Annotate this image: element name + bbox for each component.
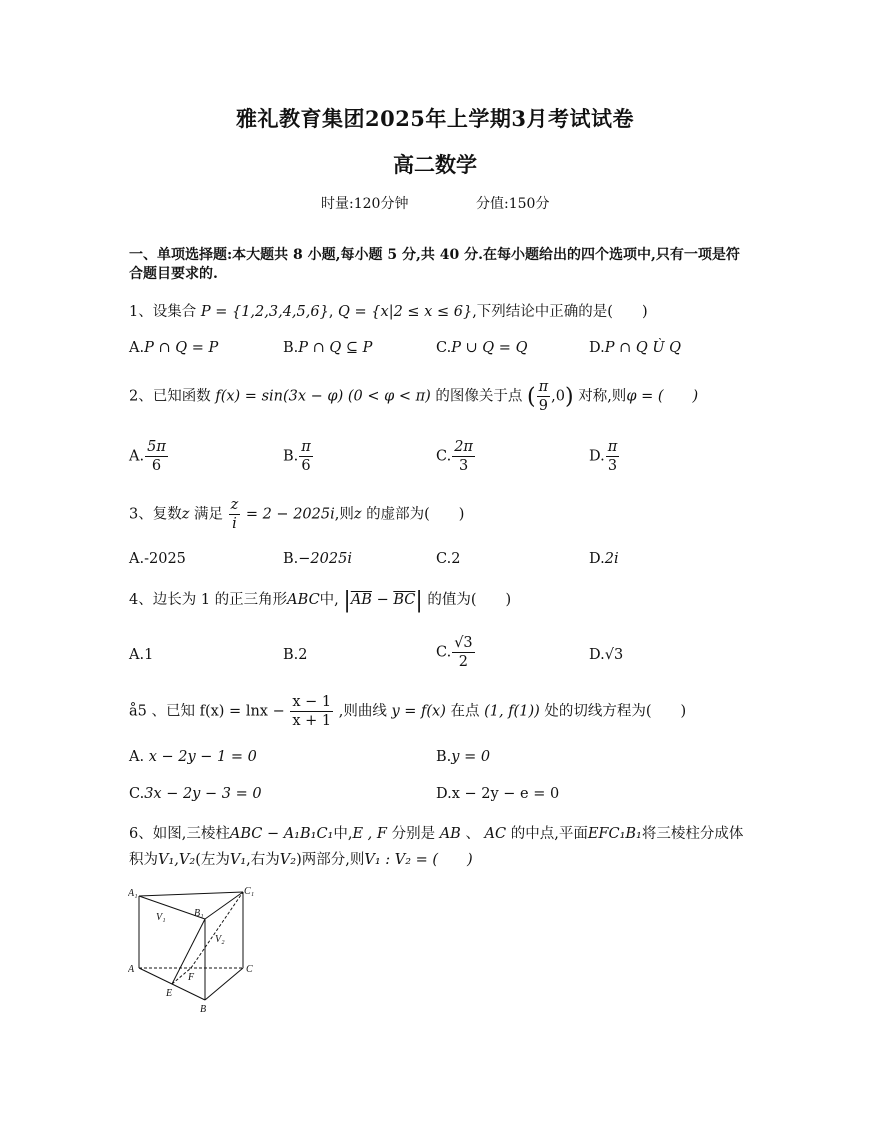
set-p: P = {1,2,3,4,5,6} xyxy=(200,304,329,320)
question-3-stem: 3、复数z 满足 $\frac{z}{i}$ = 2 − 2025i,则z 的虚部为( ) xyxy=(129,497,465,532)
q5-option-a: A. x − 2y − 1 = 0 xyxy=(129,749,257,765)
label-v2: V₂ xyxy=(215,934,225,945)
edge-f-c1-hidden xyxy=(191,892,243,968)
edge-b-c xyxy=(205,968,243,1000)
q5-option-d: D.x − 2y − e = 0 xyxy=(436,786,560,802)
section-heading: 一、单项选择题:本大题共 8 小题,每小题 5 分,共 40 分.在每小题给出的四个选项中,只有一项是符合题目要求的. xyxy=(129,247,740,282)
q2-option-b: B. $\frac{\pi}{6}$ xyxy=(283,439,311,474)
edge-a1-c1 xyxy=(139,892,243,896)
label-a1: A₁ xyxy=(128,888,138,899)
label-c: C xyxy=(246,964,253,975)
q5-option-c: C.3x − 2y − 3 = 0 xyxy=(129,786,262,802)
set-q: Q = {x|2 ≤ x ≤ 6} xyxy=(338,304,473,320)
label-f: F xyxy=(188,972,195,983)
label-a: A xyxy=(128,964,135,975)
q3-option-a: A.-2025 xyxy=(129,551,186,567)
q3-option-b: B.−2025i xyxy=(283,551,352,567)
question-6-stem-line2: 积为V₁,V₂(左为V₁,右为V₂)两部分,则V₁ : V₂ = ( ) xyxy=(129,852,473,868)
question-1-stem: 1、设集合 P = {1,2,3,4,5,6}, Q = {x|2 ≤ x ≤ 6},下列结论中正确的是( ) xyxy=(129,304,648,320)
q4-option-b: B.2 xyxy=(283,647,308,663)
label-b: B xyxy=(200,1004,207,1015)
q4-option-c: C. $\frac{√3}{2}$ xyxy=(436,635,473,670)
prism-figure xyxy=(128,884,258,1020)
label-e: E xyxy=(166,988,173,999)
q3-option-d: D.2i xyxy=(589,551,619,567)
question-5-stem: å5 、已知 f(x) = lnx − $\frac{x - 1}{x + 1}$ ,则曲线 y = f(x) 在点 (1, f(1)) 处的切线方程为( ) xyxy=(129,694,687,729)
edge-b1-c1 xyxy=(205,892,243,919)
q3-option-c: C.2 xyxy=(436,551,461,567)
label-v1: V₁ xyxy=(156,912,166,923)
q1-option-a: A.P ∩ Q = P xyxy=(129,340,219,356)
q1-option-b: B.P ∩ Q ⊆ P xyxy=(283,340,373,356)
exam-time: 时量:120分钟 xyxy=(321,196,409,212)
page-title: 雅礼教育集团2025年上学期3月考试试卷 xyxy=(235,106,635,131)
q1-option-d: D.P ∩ Q Ù Q xyxy=(589,340,682,356)
q4-option-d: D.√3 xyxy=(589,647,624,663)
question-6-stem-line1: 6、如图,三棱柱ABC − A₁B₁C₁中,E , F 分别是 AB 、 AC 的中点,平面EFC₁B₁将三棱柱分成体 xyxy=(129,826,744,842)
page-subtitle: 高二数学 xyxy=(393,152,477,177)
q2-option-c: C. $\frac{2\pi}{3}$ xyxy=(436,439,473,474)
label-c1: C₁ xyxy=(244,886,255,897)
q4-option-a: A.1 xyxy=(129,647,154,663)
q2-option-a: A. $\frac{5\pi}{6}$ xyxy=(129,439,166,474)
exam-score: 分值:150分 xyxy=(476,196,550,212)
question-2-stem: 2、已知函数 f(x) = sin(3x − φ) (0 < φ < π) 的图像关于点 ( $\frac{\pi}{9}$ ,0) 对称,则φ = ( ) xyxy=(129,379,699,414)
q5-option-b: B.y = 0 xyxy=(436,749,491,765)
question-4-stem: 4、边长为 1 的正三角形ABC中, $|\overline{AB} - \overline{BC}|$ 的值为( ) xyxy=(129,588,512,613)
label-b1: B₁ xyxy=(194,908,204,919)
q1-option-c: C.P ∪ Q = Q xyxy=(436,340,528,356)
q2-option-d: D. $\frac{\pi}{3}$ xyxy=(589,439,618,474)
